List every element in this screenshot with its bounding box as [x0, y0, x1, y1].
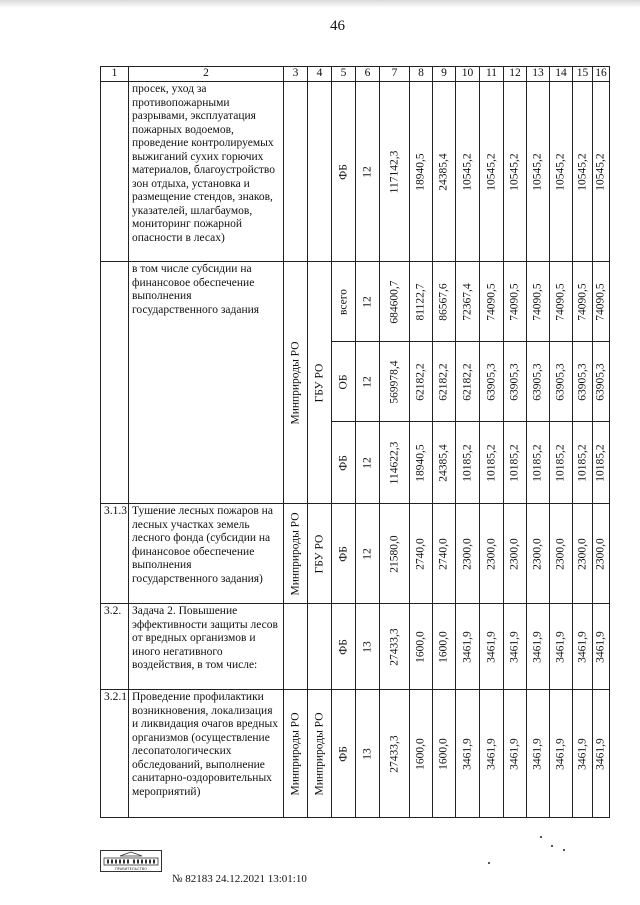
value-cell: 10545,2	[484, 152, 497, 191]
col-header: 6	[356, 67, 380, 82]
funding-source: всего	[336, 288, 349, 315]
government-seal-icon	[100, 850, 162, 872]
value-cell: 1600,0	[414, 630, 427, 663]
value-cell: 81122,7	[414, 283, 427, 320]
value-cell: 3461,9	[460, 630, 473, 663]
funding-source: ФБ	[336, 638, 349, 655]
value-cell: 10185,2	[508, 443, 521, 482]
value-cell: 74090,5	[508, 282, 521, 321]
value-cell: 3461,9	[460, 737, 473, 770]
value-cell: 1600,0	[414, 737, 427, 770]
table-row	[101, 82, 610, 262]
budget-code: 12	[360, 456, 373, 469]
budget-code: 12	[360, 165, 373, 178]
table-row	[101, 604, 610, 690]
col-header: 14	[550, 67, 573, 82]
value-cell: 3461,9	[554, 630, 567, 663]
executor: ГБУ РО	[312, 363, 325, 402]
value-cell: 74090,5	[531, 282, 544, 321]
value-cell: 63905,3	[484, 362, 497, 401]
value-cell: 24385,4	[437, 443, 450, 482]
value-cell: 62182,2	[414, 362, 427, 401]
value-cell: 3461,9	[531, 630, 544, 663]
col-header: 5	[332, 67, 356, 82]
value-cell: 10545,2	[594, 152, 607, 191]
col-header: 9	[433, 67, 456, 82]
funding-source: ФБ	[336, 454, 349, 471]
col-header: 2	[129, 67, 284, 82]
value-cell: 10185,2	[594, 443, 607, 482]
value-cell: 63905,3	[531, 362, 544, 401]
document-registration-stamp: № 82183 24.12.2021 13:01:10	[172, 873, 307, 885]
value-cell: 72367,4	[460, 282, 473, 321]
value-cell: 1600,0	[437, 630, 450, 663]
funding-source: ФБ	[336, 745, 349, 762]
item-description: Тушение лесных пожаров на лесных участках земель лесного фонда (субсидии на финансовое обеспечение выполнения государственного задания)	[129, 504, 284, 604]
item-description: просек, уход за противопожарными разрывами, эксплуатация пожарных водоемов, проведение контролируемых выжиганий сухих горючих материалов, благоустройство зон отдыха, установка и размещение стендов, знаков, указателей, шлагбаумов, мониторинг пожарной опасности в лесах)	[129, 82, 284, 262]
item-number: 3.2.	[101, 604, 129, 690]
value-cell: 62182,2	[437, 362, 450, 401]
value-cell: 2300,0	[484, 537, 497, 570]
value-cell: 3461,9	[575, 630, 588, 663]
value-cell: 10185,2	[575, 443, 588, 482]
scan-speck	[488, 862, 490, 864]
value-cell: 10545,2	[575, 152, 588, 191]
executor: ГБУ РО	[312, 534, 325, 573]
value-cell: 63905,3	[508, 362, 521, 401]
value-cell: 18940,5	[414, 152, 427, 191]
budget-code: 13	[360, 747, 373, 760]
item-description: в том числе субсидии на финансовое обеспечение выполнения государственного задания	[129, 262, 284, 504]
value-cell: 2300,0	[508, 537, 521, 570]
table-row	[101, 262, 610, 342]
scan-speck	[540, 836, 542, 838]
responsible-ministry: Минприроды РО	[288, 340, 301, 425]
value-cell: 3461,9	[484, 630, 497, 663]
item-description: Проведение профилактики возникновения, локализация и ликвидация очагов вредных организмов (осуществление лесопатологических обследований, выполнение санитарно-оздоровительных мероприятий)	[129, 690, 284, 818]
budget-code: 12	[360, 547, 373, 560]
col-header: 3	[284, 67, 308, 82]
value-cell: 10545,2	[460, 152, 473, 191]
col-header: 12	[504, 67, 527, 82]
col-header: 13	[527, 67, 550, 82]
value-cell: 3461,9	[531, 737, 544, 770]
value-cell: 74090,5	[594, 282, 607, 321]
col-header: 16	[593, 67, 610, 82]
budget-code: 12	[360, 295, 373, 308]
budget-code: 13	[360, 640, 373, 653]
value-cell: 63905,3	[594, 362, 607, 401]
value-cell: 86567,6	[437, 282, 450, 321]
responsible-ministry: Минприроды РО	[288, 711, 301, 796]
item-description: Задача 2. Повышение эффективности защиты лесов от вредных организмов и иного негативного воздействия, в том числе:	[129, 604, 284, 690]
value-cell: 3461,9	[484, 737, 497, 770]
value-cell: 3461,9	[575, 737, 588, 770]
value-cell: 62182,2	[460, 362, 473, 401]
value-cell: 2740,0	[414, 537, 427, 570]
col-header: 8	[410, 67, 433, 82]
value-cell: 117142,3	[387, 150, 400, 193]
value-cell: 10545,2	[531, 152, 544, 191]
scan-speck	[551, 845, 553, 847]
value-cell: 74090,5	[575, 282, 588, 321]
value-cell: 24385,4	[437, 152, 450, 191]
value-cell: 74090,5	[484, 282, 497, 321]
value-cell: 2740,0	[437, 537, 450, 570]
responsible-ministry: Минприроды РО	[288, 511, 301, 596]
seal-text: ПРАВИТЕЛЬСТВО	[114, 867, 148, 871]
col-header: 11	[480, 67, 504, 82]
value-cell: 63905,3	[575, 362, 588, 401]
value-cell: 3461,9	[594, 630, 607, 663]
col-header: 15	[573, 67, 593, 82]
value-cell: 114622,3	[387, 441, 400, 484]
value-cell: 21580,0	[387, 534, 400, 573]
value-cell: 10185,2	[484, 443, 497, 482]
value-cell: 1600,0	[437, 737, 450, 770]
value-cell: 27433,3	[387, 627, 400, 666]
budget-code: 12	[360, 375, 373, 388]
column-number-row	[101, 67, 610, 82]
value-cell: 10545,2	[508, 152, 521, 191]
value-cell: 3461,9	[554, 737, 567, 770]
funding-source: ОБ	[336, 374, 349, 389]
item-number	[101, 82, 129, 262]
value-cell: 2300,0	[460, 537, 473, 570]
value-cell: 2300,0	[531, 537, 544, 570]
value-cell: 569978,4	[387, 359, 400, 404]
value-cell: 2300,0	[554, 537, 567, 570]
value-cell: 2300,0	[594, 537, 607, 570]
value-cell: 10185,2	[531, 443, 544, 482]
value-cell: 10185,2	[554, 443, 567, 482]
value-cell: 10545,2	[554, 152, 567, 191]
col-header: 10	[456, 67, 480, 82]
scan-top-edge	[0, 0, 640, 8]
value-cell: 3461,9	[594, 737, 607, 770]
col-header: 7	[380, 67, 410, 82]
value-cell: 63905,3	[554, 362, 567, 401]
value-cell: 74090,5	[554, 282, 567, 321]
value-cell: 684600,7	[387, 279, 400, 324]
table-row	[101, 690, 610, 818]
funding-source: ФБ	[336, 545, 349, 562]
item-number: 3.2.1	[101, 690, 129, 818]
value-cell: 18940,5	[414, 443, 427, 482]
col-header: 1	[101, 67, 129, 82]
executor: Минприроды РО	[312, 711, 325, 796]
value-cell: 3461,9	[508, 737, 521, 770]
value-cell: 2300,0	[575, 537, 588, 570]
value-cell: 3461,9	[508, 630, 521, 663]
table-row	[101, 504, 610, 604]
funding-source: ФБ	[336, 163, 349, 180]
value-cell: 10185,2	[460, 443, 473, 482]
col-header: 4	[308, 67, 332, 82]
page-number: 46	[330, 18, 345, 34]
item-number: 3.1.3	[101, 504, 129, 604]
value-cell: 27433,3	[387, 734, 400, 773]
scan-speck	[563, 849, 565, 851]
budget-table	[100, 66, 610, 818]
